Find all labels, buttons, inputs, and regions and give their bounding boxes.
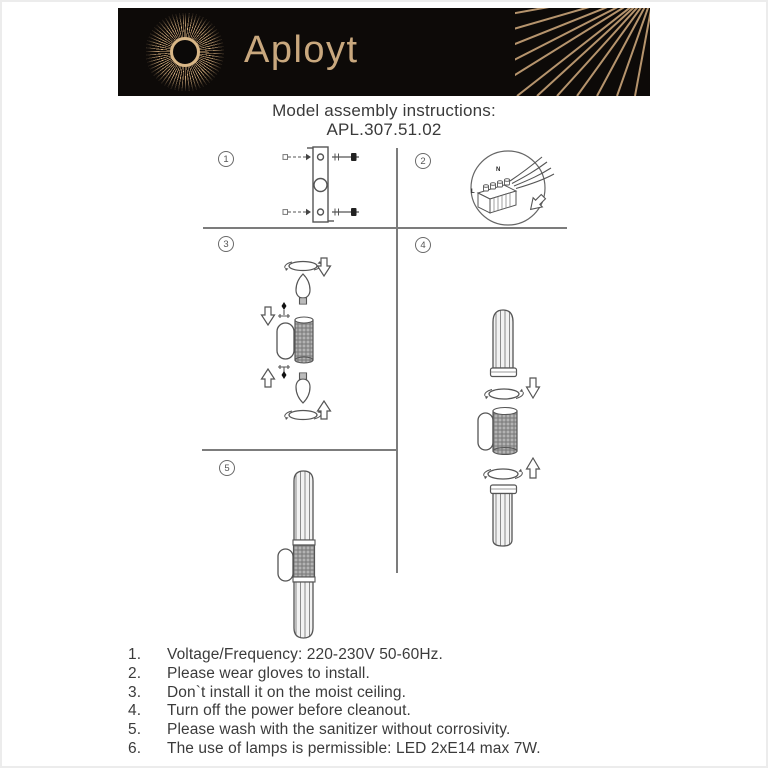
list-item-number: 6. (128, 739, 142, 757)
knurled-body (293, 540, 315, 582)
brand-banner (118, 8, 650, 96)
step-badge-3: 3 (218, 236, 234, 252)
list-item (128, 665, 640, 684)
candle-bulb (296, 274, 310, 304)
page-title: Model assembly instructions: (272, 101, 496, 120)
glass-tube (491, 485, 517, 546)
wire-label-n: N (496, 167, 501, 173)
sunburst-logo-icon (146, 13, 224, 91)
instructions-list (128, 646, 640, 759)
step-badge-1: 1 (218, 151, 234, 167)
list-item-number: 1. (128, 646, 142, 663)
rotation-ring (485, 389, 524, 399)
glass-tube (294, 582, 313, 638)
glass-tube (294, 471, 313, 540)
list-item-text: Turn off the power before cleanout. (167, 702, 411, 720)
list-item-number: 2. (128, 664, 142, 682)
list-item-text: Don`t install it on the moist ceiling. (167, 683, 406, 701)
candle-bulb (296, 373, 310, 403)
rotation-ring (484, 469, 523, 479)
list-item (128, 646, 640, 665)
step-badge-4: 4 (415, 237, 431, 253)
list-item-text: Please wash with the sanitizer without corrosivity. (167, 721, 511, 739)
wiring-detail-diagram (450, 145, 570, 235)
brand-name: Aployt (244, 29, 359, 71)
list-item (128, 684, 640, 703)
rotation-ring (285, 410, 321, 420)
glass-tube (491, 310, 517, 377)
title-block (118, 101, 650, 139)
up-arrow-icon (527, 458, 540, 478)
step-badge-5: 5 (219, 460, 235, 476)
list-item (128, 721, 640, 740)
assembled-lamp-diagram (240, 460, 364, 650)
down-arrow-icon (527, 378, 540, 398)
list-item-number: 3. (128, 683, 142, 701)
step-badge-2: 2 (415, 153, 431, 169)
list-item-number: 4. (128, 702, 142, 720)
knurled-body (493, 408, 517, 455)
list-item-text: The use of lamps is permissible: LED 2xE14 max 7W. (167, 739, 541, 757)
fixing-screw-icon (278, 302, 290, 318)
rotation-ring (285, 261, 321, 271)
down-arrow-icon (262, 307, 275, 325)
up-arrow-icon (262, 369, 275, 387)
model-number: APL.307.51.02 (326, 120, 442, 139)
list-item (128, 702, 640, 721)
rays-decoration-icon (515, 8, 650, 96)
anchor-screw-icon (283, 154, 311, 215)
cable-hole (314, 179, 327, 192)
bulb-assembly-diagram (240, 250, 364, 450)
mounting-bracket-diagram (240, 140, 400, 235)
list-item (128, 740, 640, 759)
list-item-text: Voltage/Frequency: 220-230V 50-60Hz. (167, 646, 443, 663)
machine-screw-icon (332, 153, 359, 216)
down-arrow-icon (318, 258, 331, 276)
diffuser-assembly-diagram (440, 300, 564, 560)
wire-label-l: L (471, 189, 475, 195)
knurled-body (295, 317, 313, 363)
list-item-text: Please wear gloves to install. (167, 664, 370, 682)
list-item-number: 5. (128, 721, 142, 739)
fixing-screw-icon (278, 365, 290, 379)
